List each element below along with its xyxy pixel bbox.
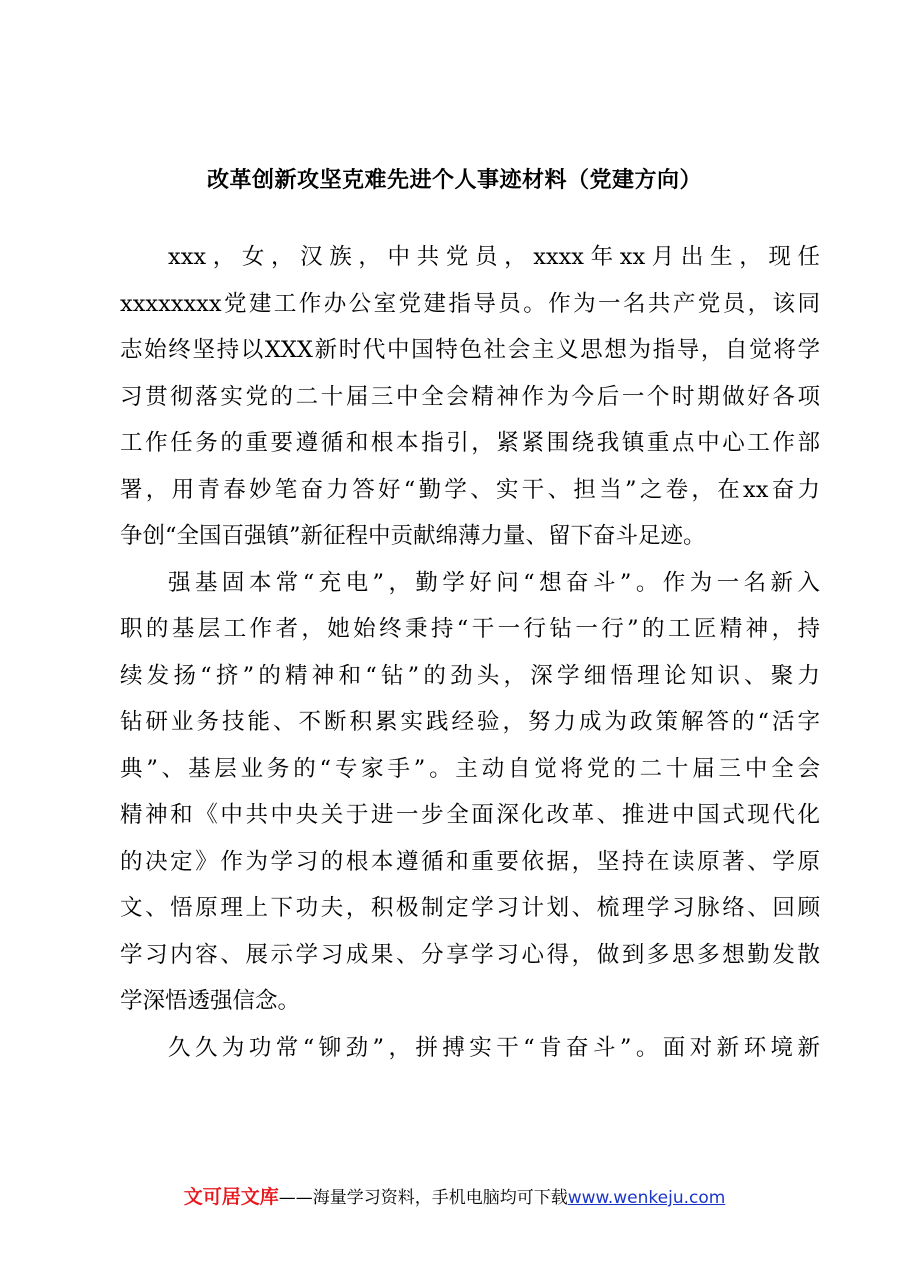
document-body [120,234,820,1071]
website-link[interactable]: www.wenkeju.com [567,1188,726,1208]
document-title: 改革创新攻坚克难先进个人事迹材料（党建方向） [206,168,702,193]
text-line: 署，用青春妙笔奋力答好“勤学、实干、担当”之卷，在xx奋力 [120,476,820,503]
text-line: xxx，女，汉族，中共党员，xxxx年xx月出生，现任 [168,244,820,270]
text-line: xxxxxxxx党建工作办公室党建指导员。作为一名共产党员，该同 [120,290,820,317]
text-line: 典”、基层业务的“专家手”。主动自觉将党的二十届三中全会 [120,755,820,782]
footer-banner [0,1182,909,1209]
text-line: 工作任务的重要遵循和根本指引，紧紧围绕我镇重点中心工作部 [120,430,820,456]
text-line: 学深悟透强信念。 [120,988,301,1014]
text-line: 职的基层工作者，她始终秉持“干一行钻一行”的工匠精神，持 [120,616,820,642]
text-line: 志始终坚持以XXX新时代中国特色社会主义思想为指导，自觉将学 [120,337,820,363]
text-line: 文、悟原理上下功夫，积极制定学习计划、梳理学习脉络、回顾 [120,895,820,921]
text-line: 久久为功常“铆劲”，拼搏实干“肯奋斗”。面对新环境新 [168,1034,820,1061]
text-line: 精神和《中共中央关于进一步全面深化改革、推进中国式现代化 [120,802,820,828]
brand-name: 文可居文库 [183,1186,279,1208]
text-line: 强基固本常“充电”，勤学好问“想奋斗”。作为一名新入 [168,569,820,596]
text-line: 争创“全国百强镇”新征程中贡献绵薄力量、留下奋斗足迹。 [120,523,706,549]
text-line: 习贯彻落实党的二十届三中全会精神作为今后一个时期做好各项 [120,383,820,410]
text-line: 续发扬“挤”的精神和“钻”的劲头，深学细悟理论知识、聚力 [120,662,820,689]
text-line: 钻研业务技能、不断积累实践经验，努力成为政策解答的“活字 [120,709,820,735]
text-line: 学习内容、展示学习成果、分享学习心得，做到多思多想勤发散 [120,941,820,968]
footer-dash: —— [278,1188,313,1208]
text-line: 的决定》作为学习的根本遵循和重要依据，坚持在读原著、学原 [120,848,820,875]
footer-tagline: 海量学习资料，手机电脑均可下载 [312,1188,568,1208]
